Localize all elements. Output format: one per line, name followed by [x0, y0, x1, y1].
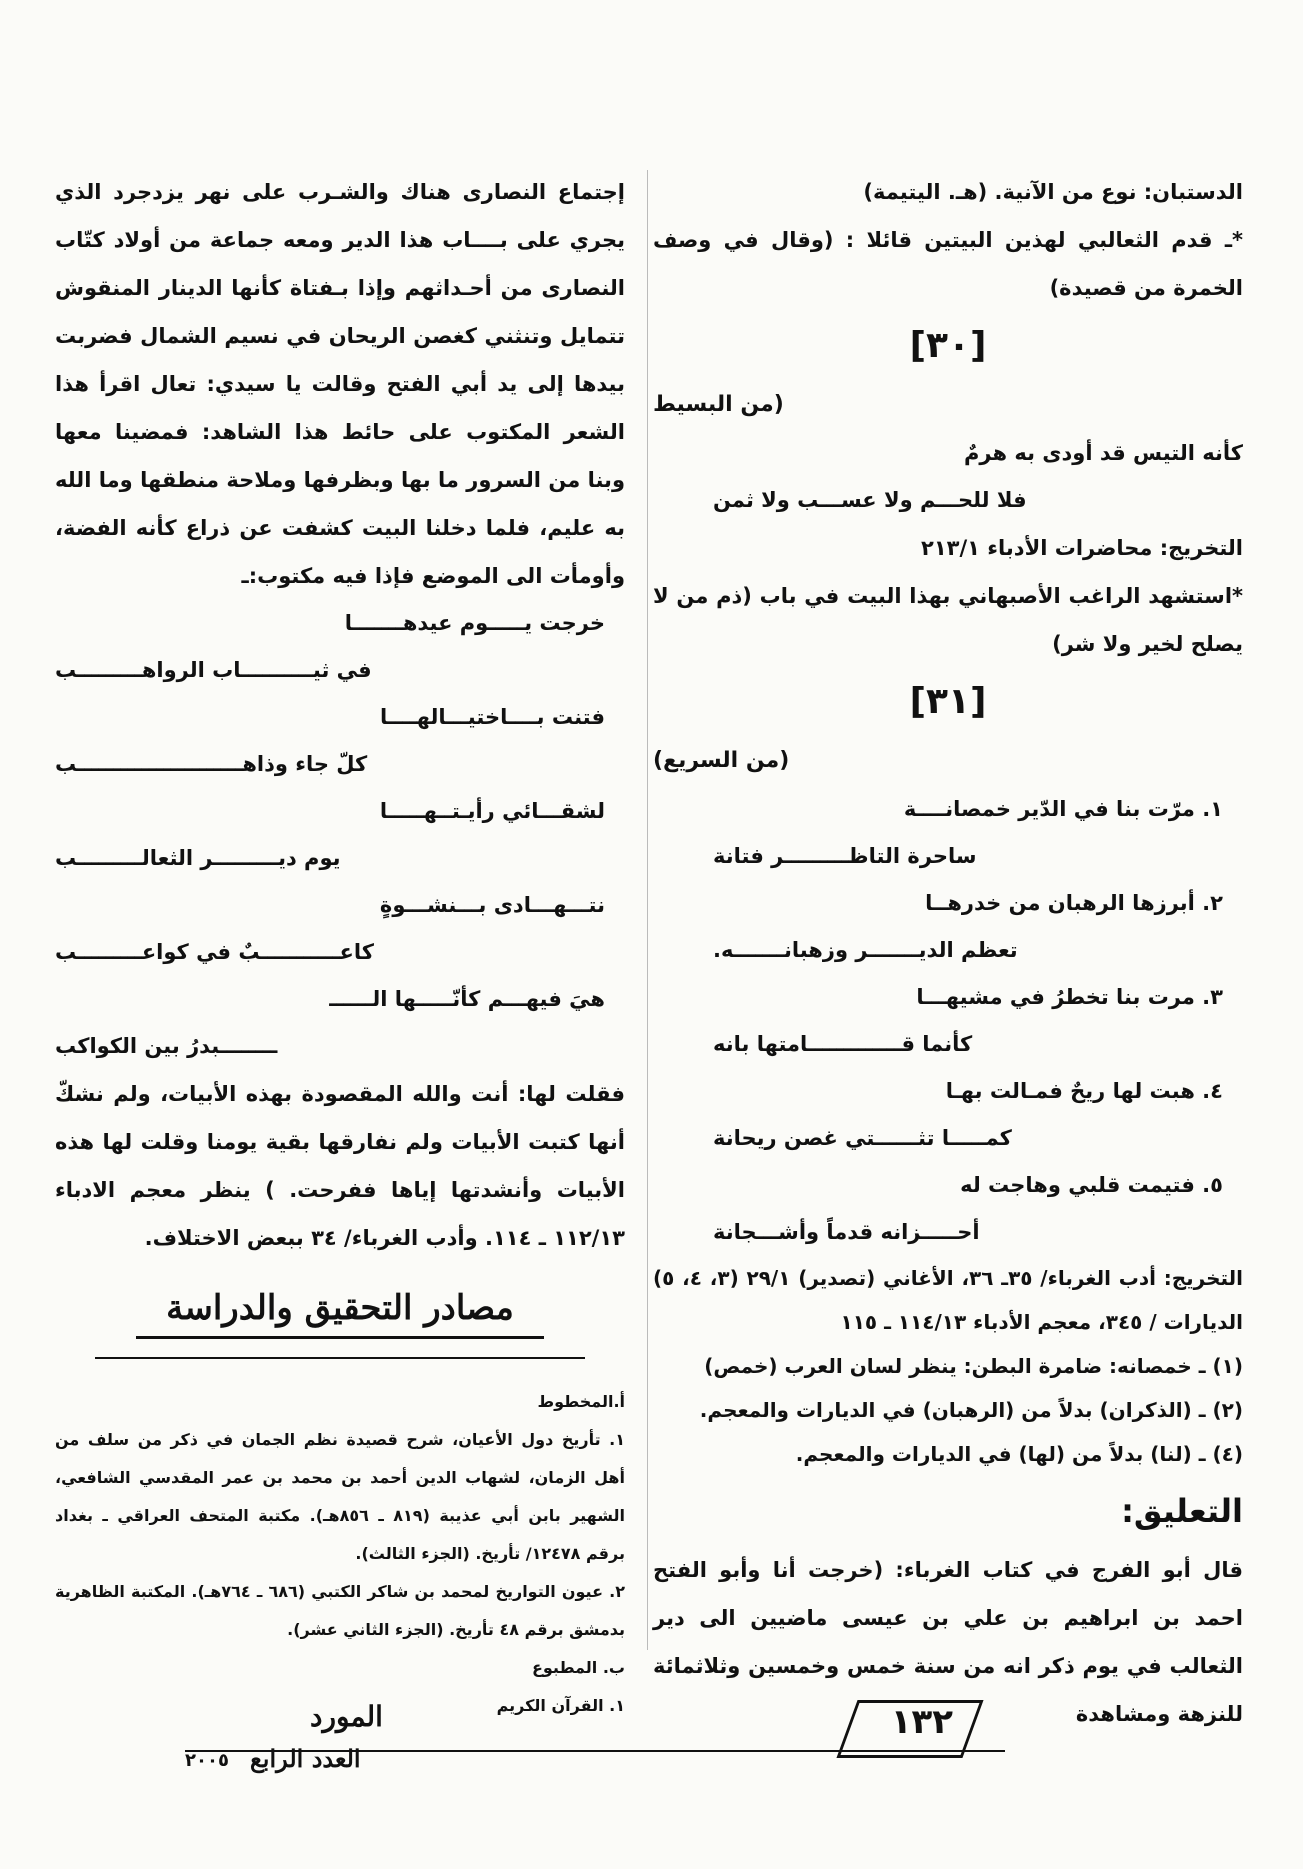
poem-31-verses [653, 786, 1243, 1256]
poem-31-takhrij: التخريج: أدب الغرباء/ ٣٥ـ ٣٦، الأغاني (تصدير) ٢٩/١ (٣، ٤، ٥) الديارات / ٣٤٥، معجم الأدباء ١١٤/١٣ ـ ١١٥ [653, 1266, 1244, 1334]
page-number: ١٣٢ [890, 1702, 953, 1742]
manuscripts-heading: أ.المخطوط [537, 1392, 625, 1411]
poem-30-verse-1: كأنه التيس قد أودى به هرمٌ [964, 441, 1243, 465]
magazine-title: المورد [310, 1700, 383, 1733]
poem-31-verse-1b: ساحرة التاظـــــــــر فتانة [713, 844, 977, 868]
magazine-issue: العدد الرابع [250, 1744, 361, 1773]
poem-30-comment: *استشهد الراغب الأصبهاني بهذا البيت في باب (ذم من لا يصلح لخير ولا شر) [653, 584, 1243, 656]
column-divider [647, 170, 648, 1650]
left-poem-verse-1b: في ثيــــــــــاب الرواهـــــــــب [55, 658, 372, 682]
poem-31-note-4: (٤) ـ (لنا) بدلاً من (لها) في الديارات والمعجم. [795, 1442, 1243, 1466]
poem-31-verse-2a: ٢. أبرزها الرهبان من خدرهــا [925, 891, 1223, 915]
commentary-heading: التعليق: [1121, 1492, 1243, 1530]
commentary-text: قال أبو الفرج في كتاب الغرباء: (خرجت أنا وأبو الفتح احمد بن ابراهيم بن علي بن عيسى ماضيين الى دير الثعالب في يوم ذكر انه من سنة خمس وخمسين وثلاثمائة للنزهة ومشاهدة [653, 1558, 1243, 1726]
poem-31-verse-1a: ١. مرّت بنا في الدّير خمصانــــة [903, 797, 1223, 821]
sources-rule [95, 1357, 585, 1359]
poem-31-verse-4b: كمـــــا تثــــــتي غصن ريحانة [713, 1126, 1012, 1150]
sources-title: مصادر التحقيق والدراسة [136, 1288, 544, 1339]
left-poem-verse-4b: كاعـــــــــــبٌ في كواعـــــــــب [55, 940, 374, 964]
right-column [653, 168, 1243, 1738]
left-poem-verse-5b: ــــــــبدرُ بين الكواكب [55, 1034, 278, 1058]
left-column [55, 168, 625, 1725]
closing-text: فقلت لها: أنت والله المقصودة بهذه الأبيات، ولم نشكّ أنها كتبت الأبيات ولم نفارقها بقية يومنا وقلت لها هذه الأبيات وأنشدتها إياها ففرحت. ) ينظر معجم الادباء ١١٢/١٣ ـ ١١٤. وأدب الغرباء/ ٣٤ ببعض الاختلاف. [55, 1082, 625, 1250]
poem-31-verse-5b: أحـــــزانه قدماً وأشـــجانة [713, 1220, 980, 1244]
poem-31-note-1: (١) ـ خمصانه: ضامرة البطن: ينظر لسان العرب (خمص) [704, 1354, 1243, 1378]
poem-30-verse-2: فلا للحـــم ولا عســـب ولا ثمن [713, 488, 1027, 512]
left-poem-verse-3a: لشقـــائي رأيـتــهـــــا [379, 799, 605, 823]
left-poem-verse-2a: فتنت بــــاختيـــالهــــا [380, 705, 605, 729]
intro-line-2: *ـ قدم الثعالبي لهذين البيتين قائلا : (وقال في وصف الخمرة من قصيدة) [653, 228, 1243, 300]
poem-31-meter: (من السريع) [653, 748, 790, 773]
printed-entry-1: ١. القرآن الكريم [496, 1696, 625, 1715]
left-poem-verse-4a: نتـــهـــادى بـــنشـــوةٍ [379, 893, 605, 917]
left-poem [55, 600, 625, 1070]
manuscript-entry-1: ١. تأريخ دول الأعيان، شرح قصيدة نظم الجمان في ذكر من سلف من أهل الزمان، لشهاب الدين أحمد بن محمد بن عمر المقدسي الشافعي، الشهير بابن أبي عذيبة (٨١٩ ـ ٨٥٦هـ). مكتبة المتحف العراقي ـ بغداد برقم ١٢٤٧٨/ تأريخ. (الجزء الثالث). [55, 1430, 626, 1563]
poem-31-verse-3b: كأنما قـــــــــــــامتها بانه [713, 1032, 973, 1056]
poem-31-note-2: (٢) ـ (الذكران) بدلاً من (الرهبان) في الديارات والمعجم. [699, 1398, 1243, 1422]
printed-heading: ب. المطبوع [531, 1658, 625, 1677]
page-footer [0, 1700, 1303, 1810]
narrative-text: إجتماع النصارى هناك والشـرب على نهر يزدجرد الذي يجري على بــــاب هذا الدير ومعه جماعة من أولاد كتّاب النصارى من أحـداثهم وإذا بـفتاة كأنها الدينار المنقوش تتمايل وتنثني كغصن الريحان في نسيم الشمال فضربت بيدها إلى يد أبي الفتح وقالت يا سيدي: تعال اقرأ هذا الشعر المكتوب على حائط هذا الشاهد: فمضينا معها وبنا من السرور ما بها وبظرفها وملاحة منطقها وما الله به عليم، فلما دخلنا البيت كشفت عن ذراع كأنه الفضة، وأومأت الى الموضع فإذا فيه مكتوب:ـ [55, 180, 625, 588]
left-poem-verse-2b: كلّ جاء وذاهـــــــــــــــــــــــب [55, 752, 368, 776]
left-poem-verse-5a: هيَ فيهـــم كأنّـــــها الــــــ [329, 987, 605, 1011]
poem-31-verse-3a: ٣. مرت بنا تخطرُ في مشيهـــا [916, 985, 1223, 1009]
magazine-year: ٢٠٠٥ [185, 1750, 229, 1771]
left-poem-verse-1a: خرجت يـــــوم عيدهـــــــا [344, 611, 605, 635]
poem-30-takhrij: التخريج: محاضرات الأدباء ٢١٣/١ [921, 536, 1243, 560]
poem-31-verse-4a: ٤. هبت لها ريحٌ فمـالت بهـا [945, 1079, 1223, 1103]
manuscript-entry-2: ٢. عيون التواريخ لمحمد بن شاكر الكتبي (٦٨٦ ـ ٧٦٤هـ). المكتبة الظاهرية بدمشق برقم ٤٨ تأريخ. (الجزء الثاني عشر). [55, 1582, 626, 1639]
poem-number-31: [٣١] [909, 681, 987, 722]
sources-title-wrap [55, 1288, 625, 1339]
poem-number-30: [٣٠] [909, 325, 987, 366]
poem-31-verse-2b: تعظم الديـــــــر وزهبانـــــــه. [713, 938, 1018, 962]
poem-31-verse-5a: ٥. فتيمت قلبي وهاجت له [960, 1173, 1223, 1197]
poem-30-meter: (من البسيط [653, 392, 784, 417]
intro-line-1: الدستبان: نوع من الآنية. (هـ. اليتيمة) [863, 180, 1243, 204]
left-poem-verse-3b: يوم ديـــــــــر الثعالـــــــــب [55, 846, 341, 870]
